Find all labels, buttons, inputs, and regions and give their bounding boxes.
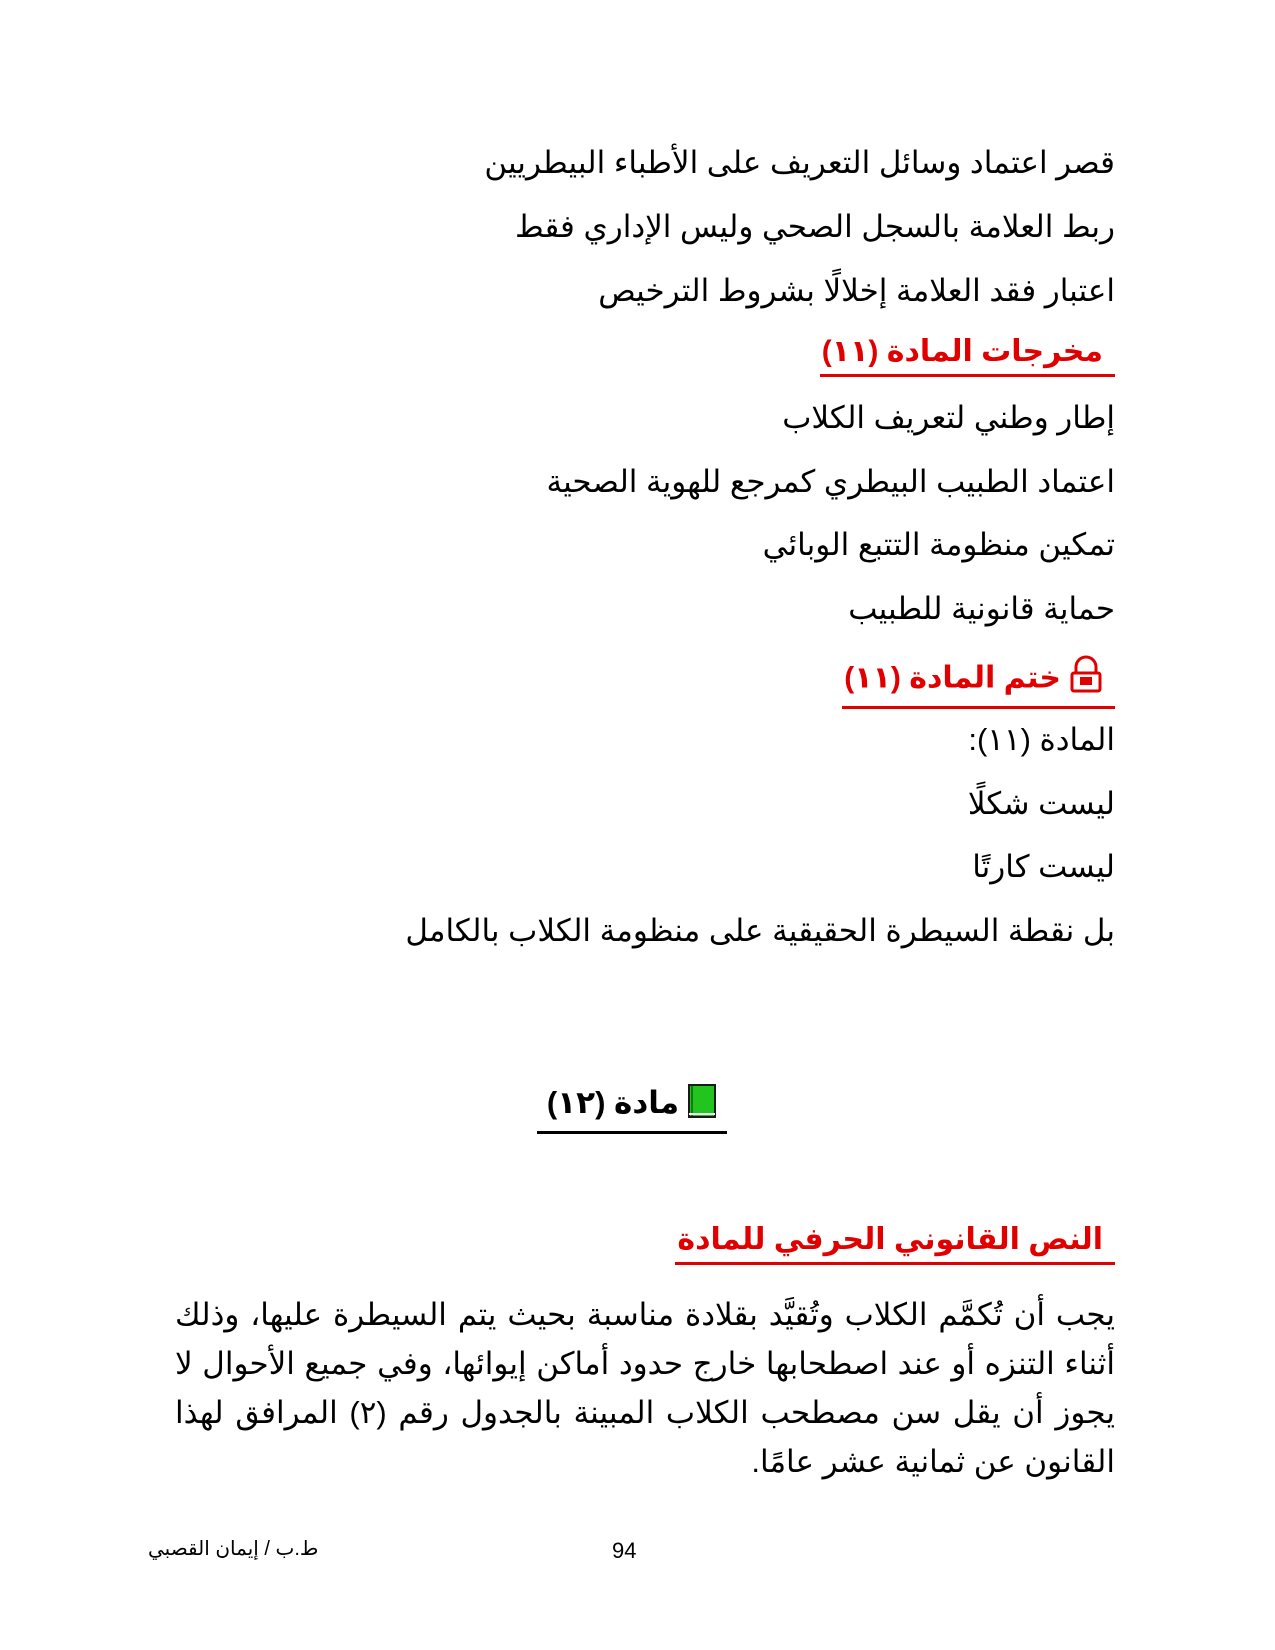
text-line: قصر اعتماد وسائل التعريف على الأطباء البيطريين xyxy=(484,145,1115,180)
output-item: اعتماد الطبيب البيطري كمرجع للهوية الصحية xyxy=(546,464,1115,499)
lock-icon xyxy=(1069,655,1103,704)
seal-item: المادة (١١): xyxy=(968,722,1115,757)
output-item: تمكين منظومة التتبع الوبائي xyxy=(762,527,1115,562)
seal-heading-text: ختم المادة (١١) xyxy=(844,661,1061,695)
text-line: ربط العلامة بالسجل الصحي وليس الإداري فقط xyxy=(514,209,1115,244)
seal-item: بل نقطة السيطرة الحقيقية على منظومة الكلاب بالكامل xyxy=(405,913,1115,948)
article-12-title: مادة (١٢) xyxy=(546,1085,680,1121)
seal-heading xyxy=(842,655,1115,709)
legal-text-body: يجب أن تُكمَّم الكلاب وتُقيَّد بقلادة مناسبة بحيث يتم السيطرة عليها، وذلك أثناء التنزه أو عند اصطحابها خارج حدود أماكن إيوائها، وفي جميع الأحوال لا يجوز أن يقل سن مصطحب الكلاب المبينة بالجدول رقم (٢) المرافق لهذا القانون عن ثمانية عشر عامًا. xyxy=(175,1297,1115,1479)
seal-item: ليست شكلًا xyxy=(967,786,1115,821)
article-12-heading xyxy=(537,1083,727,1134)
page-number: 94 xyxy=(612,1538,637,1563)
outputs-heading-text: مخرجات المادة (١١) xyxy=(821,335,1103,368)
legal-text-heading-text: النص القانوني الحرفي للمادة xyxy=(677,1223,1103,1256)
outputs-heading xyxy=(820,332,1115,377)
output-item: إطار وطني لتعريف الكلاب xyxy=(782,400,1115,435)
text-line: اعتبار فقد العلامة إخلالًا بشروط الترخيص xyxy=(598,273,1115,308)
green-book-icon xyxy=(687,1083,717,1127)
legal-text-heading xyxy=(675,1220,1115,1265)
footer-author: ط.ب / إيمان القصبي xyxy=(148,1538,319,1560)
output-item: حماية قانونية للطبيب xyxy=(848,591,1115,626)
seal-item: ليست كارتًا xyxy=(972,849,1115,884)
